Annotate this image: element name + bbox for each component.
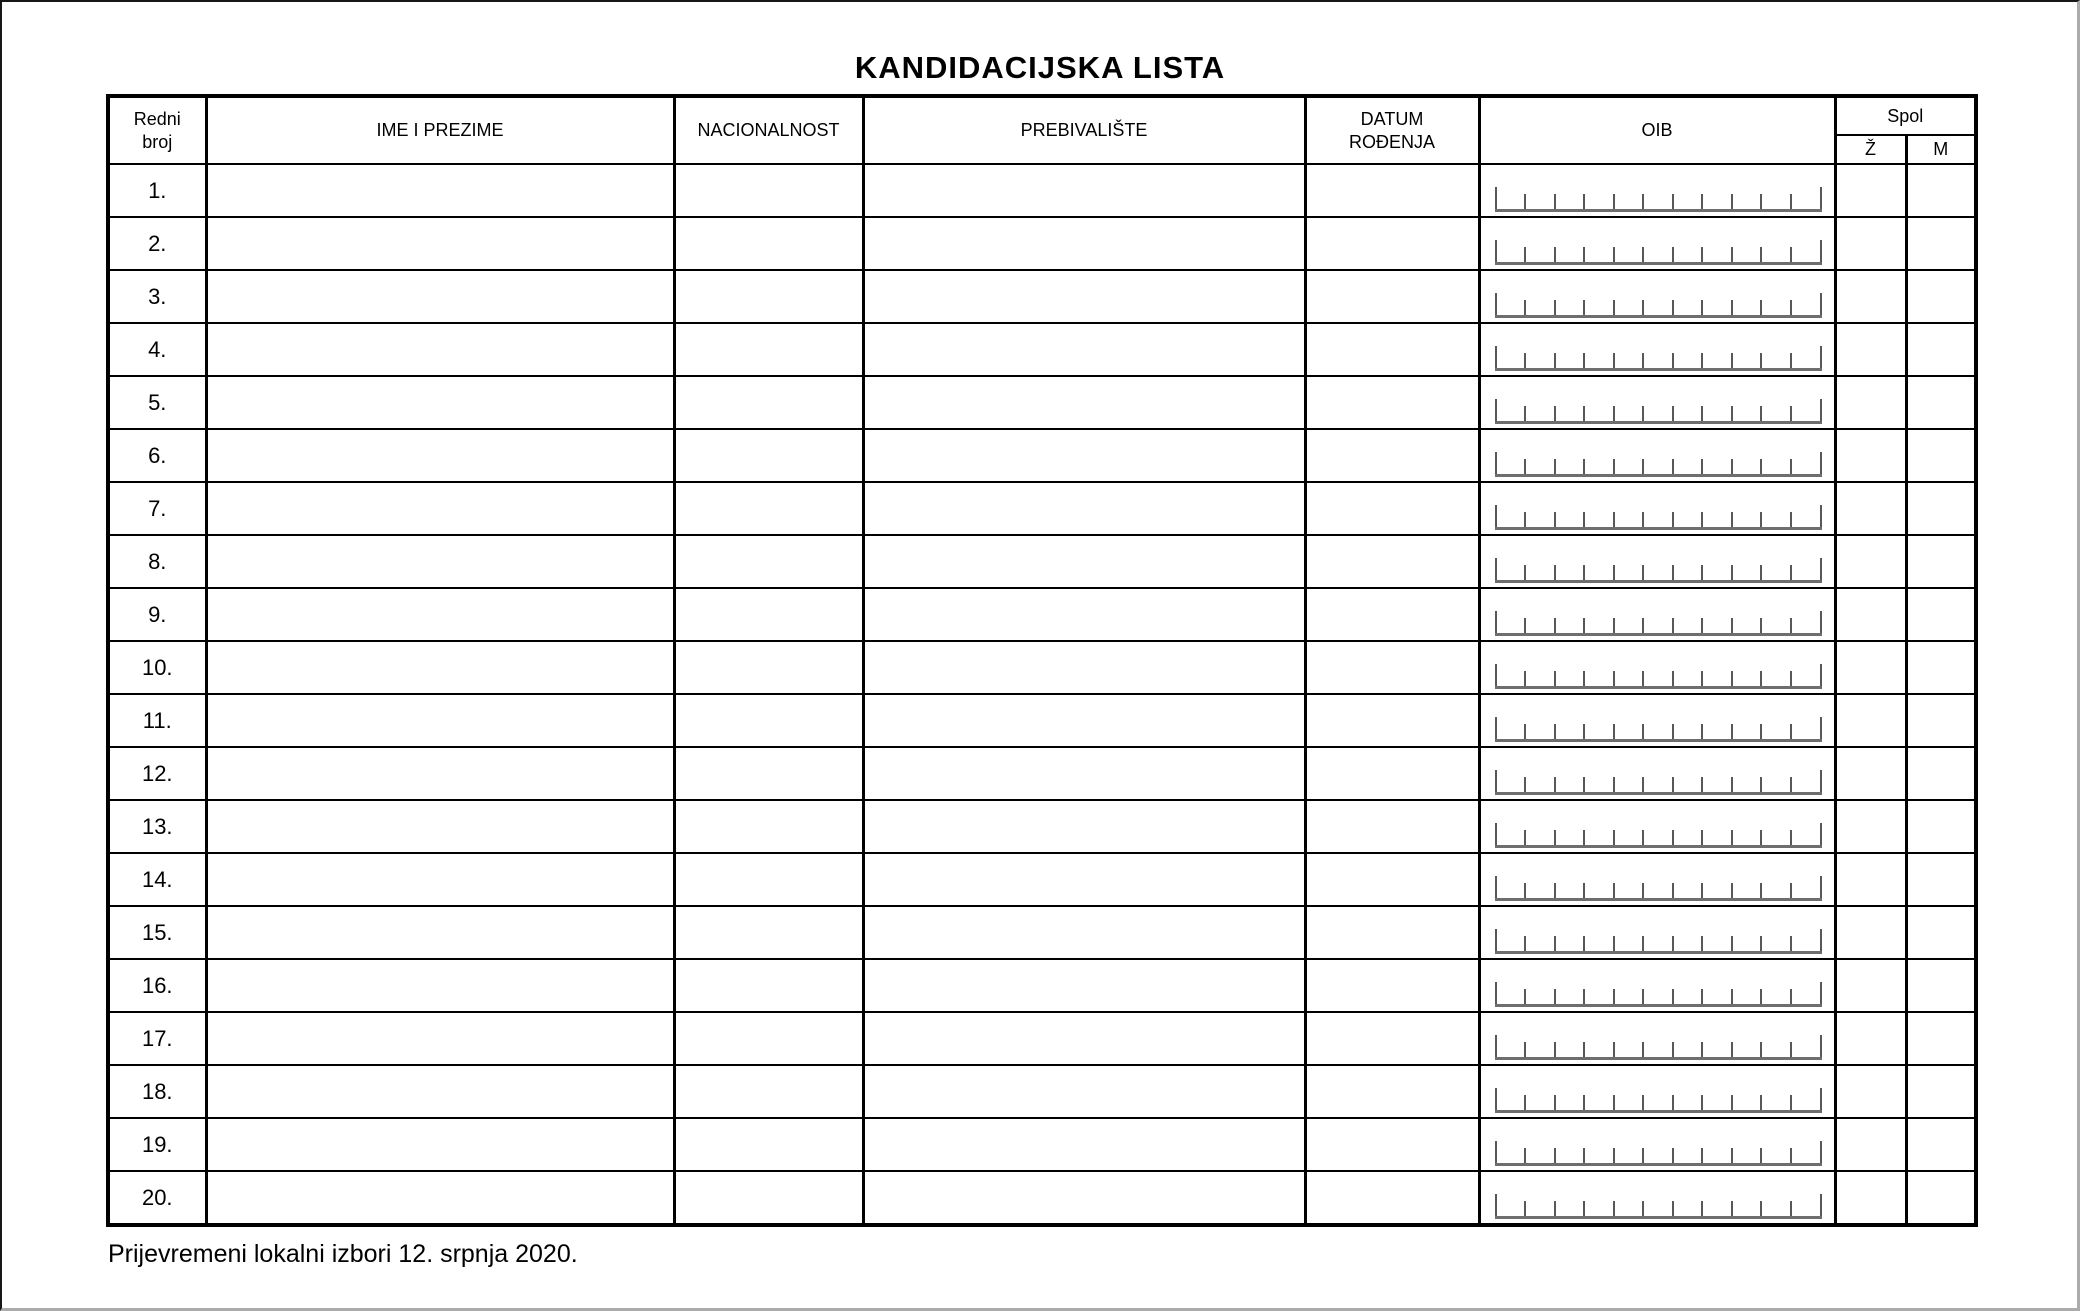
sex-female-cell[interactable]: [1835, 906, 1906, 959]
oib-cell[interactable]: [1479, 323, 1835, 376]
name-cell[interactable]: [206, 429, 674, 482]
sex-male-cell[interactable]: [1906, 959, 1976, 1012]
sex-female-cell[interactable]: [1835, 1118, 1906, 1171]
oib-comb-field[interactable]: [1495, 449, 1822, 477]
residence-cell[interactable]: [863, 376, 1305, 429]
residence-cell[interactable]: [863, 323, 1305, 376]
residence-cell[interactable]: [863, 959, 1305, 1012]
nationality-cell[interactable]: [674, 641, 863, 694]
residence-cell[interactable]: [863, 800, 1305, 853]
header-spol-z: Ž: [1835, 135, 1906, 164]
row-number: 20.: [141, 1184, 173, 1210]
residence-cell[interactable]: [863, 270, 1305, 323]
name-cell[interactable]: [206, 800, 674, 853]
oib-comb-field[interactable]: [1495, 396, 1822, 424]
name-cell[interactable]: [206, 1118, 674, 1171]
nationality-cell[interactable]: [674, 429, 863, 482]
row-number-cell: [108, 217, 206, 270]
nationality-cell[interactable]: [674, 164, 863, 217]
sex-male-cell[interactable]: [1906, 747, 1976, 800]
oib-comb-field[interactable]: [1495, 979, 1822, 1007]
nationality-cell[interactable]: [674, 694, 863, 747]
sex-female-cell[interactable]: [1835, 641, 1906, 694]
sex-male-cell[interactable]: [1906, 1171, 1976, 1225]
row-number-cell: [108, 1012, 206, 1065]
name-cell[interactable]: [206, 376, 674, 429]
birthdate-cell[interactable]: [1305, 323, 1479, 376]
oib-cell[interactable]: [1479, 906, 1835, 959]
residence-cell[interactable]: [863, 588, 1305, 641]
nationality-cell[interactable]: [674, 323, 863, 376]
table-row: [108, 1118, 1976, 1171]
sex-male-cell[interactable]: [1906, 1012, 1976, 1065]
name-cell[interactable]: [206, 535, 674, 588]
residence-cell[interactable]: [863, 1118, 1305, 1171]
sex-female-cell[interactable]: [1835, 482, 1906, 535]
birthdate-cell[interactable]: [1305, 747, 1479, 800]
table-row: [108, 641, 1976, 694]
row-number: 13.: [141, 813, 173, 839]
row-number-cell: [108, 1118, 206, 1171]
sex-male-cell[interactable]: [1906, 164, 1976, 217]
row-number: 16.: [141, 972, 173, 998]
sex-male-cell[interactable]: [1906, 853, 1976, 906]
name-cell[interactable]: [206, 694, 674, 747]
oib-cell[interactable]: [1479, 1118, 1835, 1171]
row-number-cell: [108, 482, 206, 535]
name-cell[interactable]: [206, 906, 674, 959]
sex-female-cell[interactable]: [1835, 323, 1906, 376]
header-datum-line1: DATUM: [1360, 109, 1424, 129]
birthdate-cell[interactable]: [1305, 1171, 1479, 1225]
oib-comb-field[interactable]: [1495, 661, 1822, 689]
row-number-cell: [108, 588, 206, 641]
oib-cell[interactable]: [1479, 270, 1835, 323]
nationality-cell[interactable]: [674, 376, 863, 429]
birthdate-cell[interactable]: [1305, 535, 1479, 588]
name-cell[interactable]: [206, 270, 674, 323]
row-number: 14.: [141, 866, 173, 892]
sex-female-cell[interactable]: [1835, 376, 1906, 429]
header-redni-broj-line1: Redni: [133, 109, 181, 129]
oib-comb-field[interactable]: [1495, 555, 1822, 583]
row-number-cell: [108, 1171, 206, 1225]
nationality-cell[interactable]: [674, 959, 863, 1012]
table-row: [108, 270, 1976, 323]
residence-cell[interactable]: [863, 747, 1305, 800]
table-row: [108, 482, 1976, 535]
row-number: 17.: [141, 1025, 173, 1051]
row-number-cell: [108, 429, 206, 482]
sex-male-cell[interactable]: [1906, 535, 1976, 588]
nationality-cell[interactable]: [674, 1118, 863, 1171]
row-number: 8.: [148, 548, 167, 574]
birthdate-cell[interactable]: [1305, 1012, 1479, 1065]
row-number-cell: [108, 906, 206, 959]
name-cell[interactable]: [206, 853, 674, 906]
sex-female-cell[interactable]: [1835, 429, 1906, 482]
oib-comb-field[interactable]: [1495, 926, 1822, 954]
table-row: [108, 164, 1976, 217]
table-row: [108, 217, 1976, 270]
row-number: 4.: [148, 336, 167, 362]
row-number: 9.: [148, 601, 167, 627]
birthdate-cell[interactable]: [1305, 959, 1479, 1012]
oib-comb-field[interactable]: [1495, 1138, 1822, 1166]
oib-cell[interactable]: [1479, 694, 1835, 747]
oib-comb-field[interactable]: [1495, 714, 1822, 742]
row-number-cell: [108, 376, 206, 429]
sex-female-cell[interactable]: [1835, 800, 1906, 853]
row-number: 15.: [141, 919, 173, 945]
row-number: 7.: [148, 495, 167, 521]
table-body: [108, 164, 1976, 1225]
row-number: 6.: [148, 442, 167, 468]
row-number-cell: [108, 747, 206, 800]
table-row: [108, 906, 1976, 959]
nationality-cell[interactable]: [674, 906, 863, 959]
row-number: 2.: [148, 230, 167, 256]
nationality-cell[interactable]: [674, 853, 863, 906]
residence-cell[interactable]: [863, 1171, 1305, 1225]
sex-female-cell[interactable]: [1835, 217, 1906, 270]
name-cell[interactable]: [206, 959, 674, 1012]
name-cell[interactable]: [206, 1171, 674, 1225]
oib-comb-field[interactable]: [1495, 1032, 1822, 1060]
row-number: 10.: [141, 654, 173, 680]
birthdate-cell[interactable]: [1305, 641, 1479, 694]
row-number-cell: [108, 959, 206, 1012]
table-row: [108, 376, 1976, 429]
nationality-cell[interactable]: [674, 800, 863, 853]
table-row: [108, 588, 1976, 641]
name-cell[interactable]: [206, 482, 674, 535]
sex-female-cell[interactable]: [1835, 1012, 1906, 1065]
oib-cell[interactable]: [1479, 429, 1835, 482]
nationality-cell[interactable]: [674, 747, 863, 800]
birthdate-cell[interactable]: [1305, 164, 1479, 217]
header-ime-i-prezime: IME I PREZIME: [206, 96, 674, 164]
residence-cell[interactable]: [863, 217, 1305, 270]
birthdate-cell[interactable]: [1305, 588, 1479, 641]
nationality-cell[interactable]: [674, 1171, 863, 1225]
oib-cell[interactable]: [1479, 376, 1835, 429]
oib-cell[interactable]: [1479, 800, 1835, 853]
nationality-cell[interactable]: [674, 270, 863, 323]
table-row: [108, 323, 1976, 376]
header-redni-broj: [108, 96, 206, 164]
row-number-cell: [108, 323, 206, 376]
row-number-cell: [108, 535, 206, 588]
sex-male-cell[interactable]: [1906, 270, 1976, 323]
header-prebivaliste: PREBIVALIŠTE: [863, 96, 1305, 164]
header-datum-line2: ROĐENJA: [1348, 131, 1435, 152]
row-number-cell: [108, 800, 206, 853]
sex-male-cell[interactable]: [1906, 323, 1976, 376]
oib-cell[interactable]: [1479, 535, 1835, 588]
table-row: [108, 429, 1976, 482]
sex-male-cell[interactable]: [1906, 641, 1976, 694]
header-spol: Spol: [1835, 96, 1976, 135]
sex-female-cell[interactable]: [1835, 1171, 1906, 1225]
sex-male-cell[interactable]: [1906, 588, 1976, 641]
sex-female-cell[interactable]: [1835, 959, 1906, 1012]
residence-cell[interactable]: [863, 1065, 1305, 1118]
row-number: 11.: [142, 707, 172, 733]
oib-comb-field[interactable]: [1495, 290, 1822, 318]
oib-cell[interactable]: [1479, 959, 1835, 1012]
residence-cell[interactable]: [863, 853, 1305, 906]
oib-cell[interactable]: [1479, 1065, 1835, 1118]
oib-cell[interactable]: [1479, 164, 1835, 217]
footer-note: Prijevremeni lokalni izbori 12. srpnja 2020.: [108, 1240, 578, 1268]
birthdate-cell[interactable]: [1305, 376, 1479, 429]
sex-female-cell[interactable]: [1835, 747, 1906, 800]
oib-comb-field[interactable]: [1495, 1191, 1822, 1219]
nationality-cell[interactable]: [674, 1012, 863, 1065]
oib-cell[interactable]: [1479, 853, 1835, 906]
sex-male-cell[interactable]: [1906, 694, 1976, 747]
name-cell[interactable]: [206, 323, 674, 376]
nationality-cell[interactable]: [674, 1065, 863, 1118]
residence-cell[interactable]: [863, 1012, 1305, 1065]
oib-comb-field[interactable]: [1495, 820, 1822, 848]
sex-male-cell[interactable]: [1906, 1118, 1976, 1171]
residence-cell[interactable]: [863, 906, 1305, 959]
row-number-cell: [108, 164, 206, 217]
oib-comb-field[interactable]: [1495, 343, 1822, 371]
birthdate-cell[interactable]: [1305, 217, 1479, 270]
sex-female-cell[interactable]: [1835, 588, 1906, 641]
row-number-cell: [108, 853, 206, 906]
row-number-cell: [108, 270, 206, 323]
sex-female-cell[interactable]: [1835, 535, 1906, 588]
residence-cell[interactable]: [863, 164, 1305, 217]
row-number-cell: [108, 1065, 206, 1118]
residence-cell[interactable]: [863, 694, 1305, 747]
sex-female-cell[interactable]: [1835, 164, 1906, 217]
table-row: [108, 1012, 1976, 1065]
birthdate-cell[interactable]: [1305, 1065, 1479, 1118]
residence-cell[interactable]: [863, 482, 1305, 535]
nationality-cell[interactable]: [674, 535, 863, 588]
name-cell[interactable]: [206, 747, 674, 800]
header-oib: OIB: [1479, 96, 1835, 164]
header-nacionalnost: NACIONALNOST: [674, 96, 863, 164]
birthdate-cell[interactable]: [1305, 694, 1479, 747]
oib-cell[interactable]: [1479, 482, 1835, 535]
birthdate-cell[interactable]: [1305, 853, 1479, 906]
row-number: 3.: [148, 283, 167, 309]
sex-male-cell[interactable]: [1906, 906, 1976, 959]
oib-cell[interactable]: [1479, 747, 1835, 800]
sex-female-cell[interactable]: [1835, 1065, 1906, 1118]
oib-comb-field[interactable]: [1495, 1085, 1822, 1113]
candidate-list-table: [106, 94, 1978, 1227]
table-row: [108, 535, 1976, 588]
birthdate-cell[interactable]: [1305, 800, 1479, 853]
residence-cell[interactable]: [863, 535, 1305, 588]
nationality-cell[interactable]: [674, 588, 863, 641]
oib-comb-field[interactable]: [1495, 184, 1822, 212]
sex-male-cell[interactable]: [1906, 800, 1976, 853]
sex-male-cell[interactable]: [1906, 482, 1976, 535]
sex-male-cell[interactable]: [1906, 376, 1976, 429]
sex-male-cell[interactable]: [1906, 217, 1976, 270]
table-row: [108, 800, 1976, 853]
header-redni-broj-line2: broj: [142, 131, 173, 152]
table-row: [108, 1065, 1976, 1118]
name-cell[interactable]: [206, 1065, 674, 1118]
name-cell[interactable]: [206, 588, 674, 641]
sex-female-cell[interactable]: [1835, 694, 1906, 747]
residence-cell[interactable]: [863, 429, 1305, 482]
oib-comb-field[interactable]: [1495, 767, 1822, 795]
table-row: [108, 747, 1976, 800]
nationality-cell[interactable]: [674, 217, 863, 270]
sex-male-cell[interactable]: [1906, 429, 1976, 482]
row-number-cell: [108, 694, 206, 747]
row-number: 18.: [141, 1078, 173, 1104]
oib-cell[interactable]: [1479, 588, 1835, 641]
table-row: [108, 853, 1976, 906]
sex-female-cell[interactable]: [1835, 853, 1906, 906]
oib-comb-field[interactable]: [1495, 237, 1822, 265]
oib-comb-field[interactable]: [1495, 873, 1822, 901]
oib-comb-field[interactable]: [1495, 502, 1822, 530]
row-number: 1.: [148, 177, 167, 203]
table-row: [108, 1171, 1976, 1225]
oib-cell[interactable]: [1479, 1012, 1835, 1065]
oib-comb-field[interactable]: [1495, 608, 1822, 636]
birthdate-cell[interactable]: [1305, 1118, 1479, 1171]
row-number: 5.: [148, 389, 167, 415]
sex-female-cell[interactable]: [1835, 270, 1906, 323]
table-row: [108, 959, 1976, 1012]
birthdate-cell[interactable]: [1305, 429, 1479, 482]
name-cell[interactable]: [206, 164, 674, 217]
name-cell[interactable]: [206, 1012, 674, 1065]
sex-male-cell[interactable]: [1906, 1065, 1976, 1118]
birthdate-cell[interactable]: [1305, 270, 1479, 323]
residence-cell[interactable]: [863, 641, 1305, 694]
header-datum-rodjenja: [1305, 96, 1479, 164]
table-row: [108, 694, 1976, 747]
page-title: KANDIDACIJSKA LISTA: [854, 50, 1226, 85]
birthdate-cell[interactable]: [1305, 906, 1479, 959]
oib-cell[interactable]: [1479, 641, 1835, 694]
row-number-cell: [108, 641, 206, 694]
row-number: 19.: [141, 1131, 173, 1157]
nationality-cell[interactable]: [674, 482, 863, 535]
oib-cell[interactable]: [1479, 1171, 1835, 1225]
name-cell[interactable]: [206, 217, 674, 270]
birthdate-cell[interactable]: [1305, 482, 1479, 535]
name-cell[interactable]: [206, 641, 674, 694]
oib-cell[interactable]: [1479, 217, 1835, 270]
header-spol-m: M: [1906, 135, 1976, 164]
row-number: 12.: [141, 760, 173, 786]
